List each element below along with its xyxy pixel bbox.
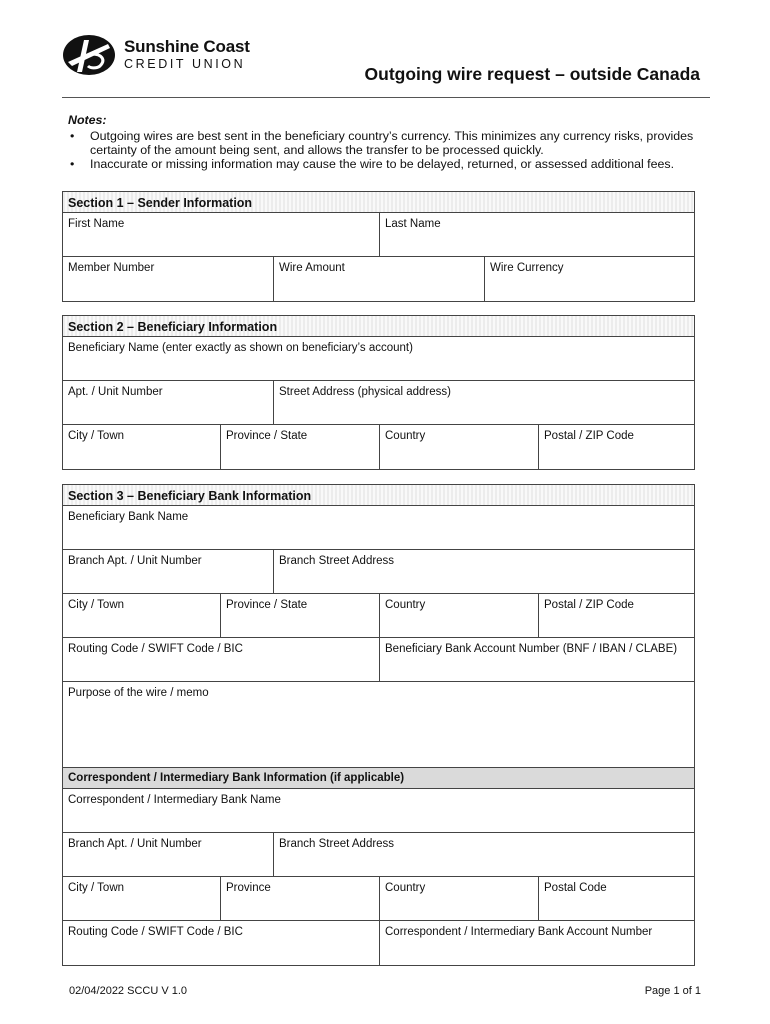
form-row (63, 506, 694, 550)
notes (68, 113, 718, 171)
correspondent-routing-code-field[interactable]: Routing Code / SWIFT Code / BIC (63, 921, 380, 965)
account-number-field[interactable]: Beneficiary Bank Account Number (BNF / IBAN / CLABE) (385, 643, 678, 655)
first-name-field[interactable]: First Name (63, 213, 380, 256)
branch-street-field[interactable]: Branch Street Address (279, 555, 395, 567)
section-sender-information (62, 191, 695, 302)
postal-code-field[interactable]: Postal / ZIP Code (544, 430, 634, 442)
form-row (63, 381, 694, 425)
correspondent-title: Correspondent / Intermediary Bank Information (if applicable) (63, 768, 694, 789)
section-3-title: Section 3 – Beneficiary Bank Information (63, 485, 694, 506)
member-number-field[interactable]: Member Number (63, 257, 274, 301)
correspondent-postal-code-field[interactable]: Postal Code (544, 882, 607, 894)
bank-province-field[interactable]: Province / State (221, 594, 380, 637)
correspondent-country-field[interactable]: Country (380, 877, 539, 920)
bank-postal-code-field[interactable]: Postal / ZIP Code (544, 599, 634, 611)
section-beneficiary-bank-information (62, 484, 695, 966)
form-row (63, 425, 694, 469)
form-row (63, 789, 694, 833)
bank-name-field[interactable]: Beneficiary Bank Name (68, 511, 189, 523)
country-field[interactable]: Country (380, 425, 539, 469)
section-2-title: Section 2 – Beneficiary Information (63, 316, 694, 337)
note-item: • Inaccurate or missing information may cause the wire to be delayed, returned, or assessed additional fees. (68, 157, 718, 171)
page-title: Outgoing wire request – outside Canada (364, 64, 700, 84)
correspondent-branch-apt-field[interactable]: Branch Apt. / Unit Number (63, 833, 274, 876)
note-item: • Outgoing wires are best sent in the beneficiary country’s currency. This minimizes any currency risks, provides certainty of the amount being sent, and allows the transfer to be processed quickly. (68, 129, 718, 157)
form-row (63, 257, 694, 301)
form-row (63, 213, 694, 257)
street-address-field[interactable]: Street Address (physical address) (279, 386, 451, 398)
notes-list (68, 129, 718, 171)
section-1-title: Section 1 – Sender Information (63, 192, 694, 213)
form-row (63, 833, 694, 877)
correspondent-bank-name-field[interactable]: Correspondent / Intermediary Bank Name (68, 794, 281, 806)
form-row (63, 877, 694, 921)
logo-emblem-icon (62, 34, 118, 76)
wire-amount-field[interactable]: Wire Amount (274, 257, 485, 301)
correspondent-account-number-field[interactable]: Correspondent / Intermediary Bank Account Number (385, 926, 653, 938)
footer-version: 02/04/2022 SCCU V 1.0 (69, 985, 188, 997)
branch-apt-field[interactable]: Branch Apt. / Unit Number (63, 550, 274, 593)
section-beneficiary-information (62, 315, 695, 470)
form-row (63, 337, 694, 381)
bank-city-field[interactable]: City / Town (63, 594, 221, 637)
logo (62, 34, 250, 78)
beneficiary-name-field[interactable]: Beneficiary Name (enter exactly as shown on beneficiary’s account) (68, 342, 413, 354)
last-name-field[interactable]: Last Name (385, 218, 441, 230)
wire-currency-field[interactable]: Wire Currency (490, 262, 564, 274)
routing-code-field[interactable]: Routing Code / SWIFT Code / BIC (63, 638, 380, 681)
apt-unit-field[interactable]: Apt. / Unit Number (63, 381, 274, 424)
form-row (63, 638, 694, 682)
city-field[interactable]: City / Town (63, 425, 221, 469)
logo-name-bottom: CREDIT UNION (124, 57, 246, 71)
province-field[interactable]: Province / State (221, 425, 380, 469)
notes-title: Notes: (68, 113, 107, 127)
correspondent-branch-street-field[interactable]: Branch Street Address (279, 838, 395, 850)
correspondent-city-field[interactable]: City / Town (63, 877, 221, 920)
form-row (63, 682, 694, 768)
form-row (63, 550, 694, 594)
purpose-memo-field[interactable]: Purpose of the wire / memo (68, 687, 209, 699)
footer-page-number: Page 1 of 1 (644, 985, 701, 997)
bank-country-field[interactable]: Country (380, 594, 539, 637)
logo-name-top: Sunshine Coast (124, 37, 250, 56)
form-row (63, 921, 694, 965)
form-row (63, 594, 694, 638)
correspondent-province-field[interactable]: Province (221, 877, 380, 920)
header-divider (62, 97, 710, 98)
